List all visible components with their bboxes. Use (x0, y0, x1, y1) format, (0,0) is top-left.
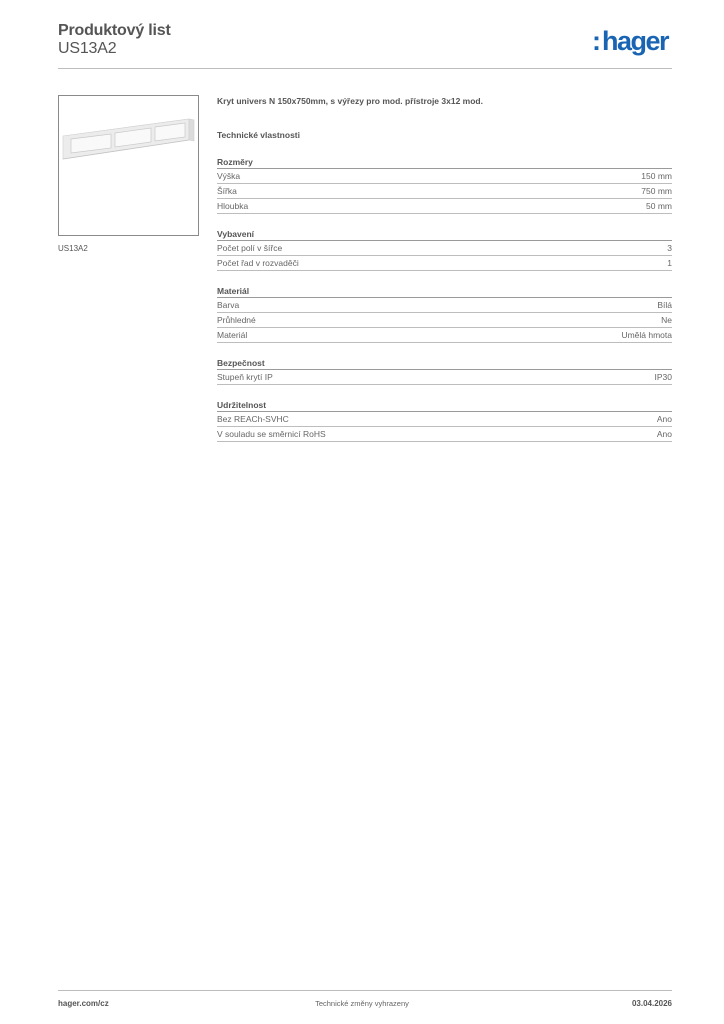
image-caption: US13A2 (58, 244, 88, 253)
header-divider (58, 68, 672, 69)
spec-value: 1 (667, 258, 672, 268)
footer-disclaimer: Technické změny vyhrazeny (315, 999, 409, 1008)
spec-label: Výška (217, 171, 241, 181)
specs-section (217, 96, 672, 442)
technical-properties-heading: Technické vlastnosti (217, 130, 300, 140)
spec-label: Bez REACh-SVHC (217, 414, 289, 424)
spec-label: Průhledné (217, 315, 256, 325)
spec-label: Stupeň krytí IP (217, 372, 273, 382)
spec-value: Ano (656, 429, 672, 439)
spec-value: 150 mm (641, 171, 672, 181)
group-equipment (217, 228, 672, 271)
spec-row (217, 370, 672, 385)
spec-label: Šířka (217, 186, 237, 196)
group-title: Vybavení (217, 228, 672, 241)
footer-divider (58, 990, 672, 991)
spec-row (217, 256, 672, 271)
hager-logo[interactable] (592, 26, 668, 56)
spec-row (217, 169, 672, 184)
product-description: Kryt univers N 150x750mm, s výřezy pro mod. přístroje 3x12 mod. (217, 96, 483, 106)
spec-value: IP30 (654, 372, 672, 382)
group-dimensions (217, 156, 672, 214)
spec-row (217, 313, 672, 328)
spec-value: Ne (661, 315, 672, 325)
cover-plate-icon (59, 96, 198, 235)
spec-value: Umělá hmota (621, 330, 672, 340)
group-safety (217, 357, 672, 385)
group-sustainability (217, 399, 672, 442)
spec-row (217, 241, 672, 256)
spec-label: Barva (217, 300, 240, 310)
group-title: Udržitelnost (217, 399, 672, 412)
spec-row (217, 427, 672, 442)
footer-date: 03.04.2026 (631, 999, 672, 1008)
logo-text: hager (602, 26, 669, 56)
spec-value: 50 mm (646, 201, 672, 211)
spec-row (217, 298, 672, 313)
spec-row (217, 184, 672, 199)
spec-row (217, 328, 672, 343)
spec-value: Bílá (657, 300, 672, 310)
product-code: US13A2 (58, 40, 117, 57)
spec-row (217, 199, 672, 214)
page-title: Produktový list (58, 22, 171, 39)
spec-value: 3 (667, 243, 672, 253)
group-title: Materiál (217, 285, 672, 298)
spec-row (217, 412, 672, 427)
spec-value: Ano (656, 414, 672, 424)
spec-label: Materiál (217, 330, 248, 340)
spec-label: Počet řad v rozvaděči (217, 258, 299, 268)
spec-label: V souladu se směrnicí RoHS (217, 429, 326, 439)
logo-dots: : (592, 26, 601, 56)
spec-value: 750 mm (641, 186, 672, 196)
spec-label: Počet polí v šířce (217, 243, 283, 253)
group-title: Bezpečnost (217, 357, 672, 370)
spec-label: Hloubka (217, 201, 249, 211)
footer-website-link[interactable]: hager.com/cz (58, 999, 109, 1008)
product-image (58, 95, 199, 236)
group-material (217, 285, 672, 343)
group-title: Rozměry (217, 156, 672, 169)
